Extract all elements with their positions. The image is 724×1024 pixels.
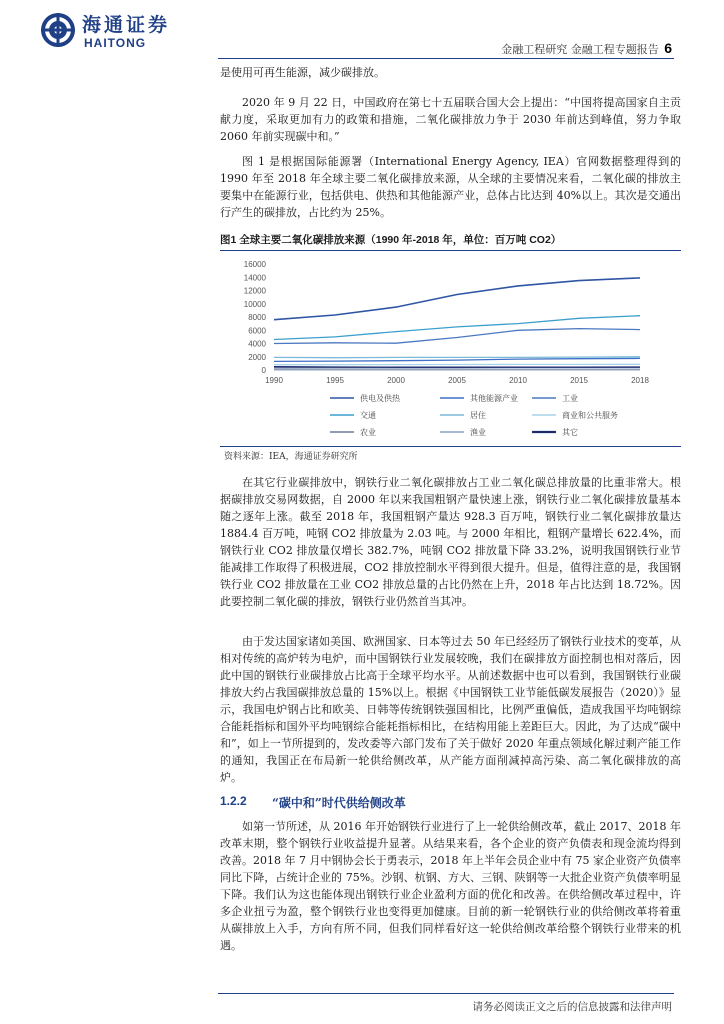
legend-label-4: 居住	[470, 411, 486, 420]
paragraph-1-block	[220, 94, 681, 145]
x-tick-label-5: 2015	[570, 376, 588, 385]
section-heading	[220, 794, 681, 814]
report-type-label: 金融工程研究 金融工程专题报告	[501, 43, 659, 56]
paragraph-1: 2020 年 9 月 22 日，中国政府在第七十五届联合国大会上提出：“中国将提高国家自主贡献力度，采取更加有力的政策和措施，二氧化碳排放力争于 2030 年前达到峰值，努力争取 2060 年前实现碳中和。”	[220, 96, 681, 143]
paragraph-2: 图 1 是根据国际能源署（International Energy Agency, IEA）官网数据整理得到的 1990 年至 2018 年全球主要二氧化碳排放来源，从全球的主要情况来看，二氧化碳的排放主要集中在能源行业，包括供电、供热和其他能源产业，总体占比达到 40%以上。其次是交通出行产生的碳排放，占比约为 25%。	[220, 155, 681, 219]
legend-label-6: 农业	[360, 428, 376, 437]
y-tick-label-2: 4000	[248, 339, 266, 349]
page-header	[0, 0, 724, 62]
legend-label-0: 供电及供热	[360, 394, 400, 403]
brand-name-en: HAITONG	[84, 36, 147, 50]
x-tick-label-3: 2005	[448, 376, 466, 385]
y-tick-label-5: 10000	[243, 299, 266, 309]
y-tick-label-8: 16000	[243, 260, 266, 269]
series-line-3	[274, 316, 640, 340]
y-tick-label-3: 6000	[248, 326, 266, 336]
emissions-line-chart	[222, 252, 680, 444]
report-type	[501, 40, 672, 57]
legend-label-5: 商业和公共服务	[562, 411, 618, 420]
paragraph-3: 在其它行业碳排放中，钢铁行业二氧化碳排放占工业二氧化碳总排放量的比重非常大。根据碳排放交易网数据，自 2000 年以来我国粗钢产量快速上涨，钢铁行业二氧化碳排放量基本随之逐年上涨。截至 2018 年，我国粗钢产量达 928.3 百万吨，钢铁行业二氧化碳排放量达 1884.4 百万吨，吨钢 CO2 排放量为 2.03 吨。与 2000 年相比，粗钢产量增长 622.4%，而钢铁行业 CO2 排放量仅增长 382.7%，吨钢 CO2 排放量下降 33.2%，说明我国钢铁行业节能减排工作取得了积极进展，CO2 排放控制水平得到很大提升。但是，值得注意的是，我国钢铁行业 CO2 排放量在工业 CO2 排放总量的占比仍然在上升，2018 年占比达到 18.72%。因此要控制二氧化碳的排放，钢铁行业仍然首当其冲。	[220, 476, 682, 608]
y-tick-label-0: 0	[261, 366, 266, 375]
footer-divider	[218, 993, 674, 994]
paragraph-4-block	[220, 633, 681, 786]
paragraph-0-block	[220, 64, 681, 81]
x-tick-label-1: 1995	[326, 376, 344, 385]
brand-name-cn: 海通证券	[82, 14, 171, 36]
series-line-0	[274, 278, 640, 320]
x-tick-label-0: 1990	[265, 376, 283, 385]
section-number: 1.2.2	[220, 794, 247, 808]
haitong-logo-icon	[40, 12, 76, 48]
legend-label-1: 其他能源产业	[470, 394, 518, 403]
figure-title: 图1 全球主要二氧化碳排放来源（1990 年-2018 年，单位：百万吨 CO2）	[220, 234, 562, 246]
header-divider	[218, 58, 674, 59]
y-tick-label-6: 12000	[243, 286, 266, 296]
series-line-1	[274, 358, 640, 361]
series-line-4	[274, 357, 640, 358]
legend-label-7: 渔业	[470, 428, 486, 437]
series-line-8	[274, 367, 640, 368]
legend-label-3: 交通	[360, 411, 376, 420]
paragraph-5-block	[220, 818, 681, 954]
paragraph-0: 是使用可再生能源，减少碳排放。	[220, 66, 385, 79]
y-tick-label-7: 14000	[243, 273, 266, 283]
figure-top-rule	[220, 250, 681, 251]
figure-source: 资料来源：IEA，海通证券研究所	[224, 452, 358, 462]
legend-label-8: 其它	[562, 428, 578, 437]
paragraph-2-block	[220, 153, 681, 221]
paragraph-4: 由于发达国家诸如美国、欧洲国家、日本等过去 50 年已经经历了钢铁行业技术的变革，从相对传统的高炉转为电炉，而中国钢铁行业发展较晚，我们在碳排放方面控制也相对落后，因此中国的钢铁行业碳排放占比高于全球平均水平。从前述数据中也可以看到，我国钢铁行业碳排放大约占我国碳排放总量的 15%以上。根据《中国钢铁工业节能低碳发展报告（2020）》显示，我国电炉钢占比和欧美、日韩等传统钢铁强国相比，比例严重偏低，造成我国平均吨钢综合能耗指标和国外平均吨钢综合能耗指标相比，在结构用能上差距巨大。因此，为了达成“碳中和”，如上一节所提到的，发改委等六部门发布了关于做好 2020 年重点领域化解过剩产能工作的通知，我国正在布局新一轮供给侧改革，从产能方面削减掉高污染、高二氧化碳排放的高炉。	[220, 635, 681, 784]
legend-label-2: 工业	[562, 394, 578, 403]
y-tick-label-4: 8000	[248, 313, 266, 322]
paragraph-3-block	[220, 474, 681, 610]
paragraph-5: 如第一节所述，从 2016 年开始钢铁行业进行了上一轮供给侧改革，截止 2017、2018 年改革末期，整个钢铁行业收益提升显著。从结果来看，各个企业的资产负债表和现金流均得到改善。2018 年 7 月中钢协会长于勇表示，2018 年上半年会员企业中有 75 家企业资产负债率同比下降，占统计企业的 75%。沙钢、杭钢、方大、三钢、陕钢等一大批企业资产负债率明显下降。我们认为这也能体现出钢铁行业企业盈利方面的优化和改善。在供给侧改革过程中，许多企业扭亏为盈，整个钢铁行业也变得更加健康。目前的新一轮钢铁行业的供给侧改革将着重从碳排放上入手，方向有所不同，但我们同样看好这一轮供给侧改革给整个钢铁行业带来的机遇。	[220, 820, 681, 952]
x-tick-label-4: 2010	[509, 376, 527, 385]
legal-disclaimer: 请务必阅读正文之后的信息披露和法律声明	[472, 1001, 672, 1013]
y-tick-label-1: 2000	[248, 352, 266, 362]
x-tick-label-2: 2000	[387, 376, 405, 385]
x-tick-label-6: 2018	[631, 376, 649, 385]
section-title: “碳中和”时代供给侧改革	[272, 796, 406, 810]
page-number: 6	[664, 40, 672, 56]
series-line-2	[274, 329, 640, 344]
figure-bottom-rule	[220, 446, 681, 447]
